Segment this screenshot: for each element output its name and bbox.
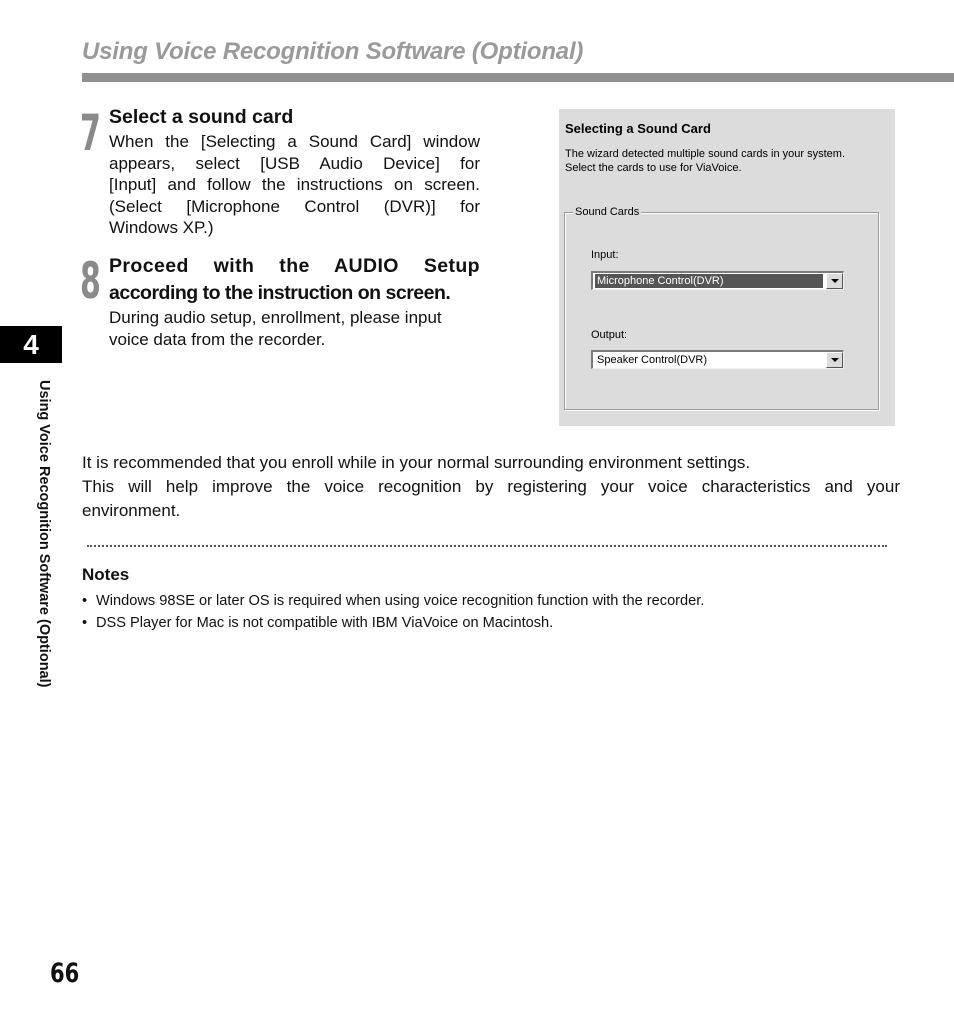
step-7-line: appears, select [USB Audio Device] for (109, 153, 480, 173)
step-8-heading-line: according to the instruction on screen. (109, 282, 451, 304)
input-select-value: Microphone Control(DVR) (595, 274, 823, 288)
dialog-title: Selecting a Sound Card (565, 121, 711, 136)
step-8-body (109, 307, 484, 350)
step-7-number: 7 (80, 104, 101, 162)
step-7-body (109, 131, 480, 239)
page-number: 66 (50, 958, 80, 989)
step-7-line: [Input] and follow the instructions on screen. (109, 175, 480, 195)
step-8-line: During audio setup, enrollment, please input (109, 308, 442, 327)
step-8-heading-line: Proceed with the AUDIO Setup (109, 255, 480, 277)
recommendation-line: It is recommended that you enroll while in your normal surrounding environment settings. (82, 453, 751, 472)
step-8-line: voice data from the recorder. (109, 329, 326, 349)
input-select[interactable] (591, 271, 844, 290)
note-item (82, 613, 553, 633)
chevron-down-icon (831, 358, 839, 362)
chevron-down-icon (831, 279, 839, 283)
page-header-title: Using Voice Recognition Software (Optional) (82, 38, 584, 65)
step-8-number: 8 (80, 252, 101, 310)
note-item (82, 591, 704, 611)
notes-heading: Notes (82, 565, 130, 584)
step-7-line: Windows XP.) (109, 218, 214, 238)
recommendation-paragraph (82, 451, 900, 523)
chapter-number: 4 (23, 329, 39, 360)
header-rule (82, 73, 954, 82)
bullet: • (82, 615, 88, 631)
dialog-description (565, 147, 885, 175)
note-text: Windows 98SE or later OS is required when using voice recognition function with the recorder. (96, 593, 705, 609)
output-dropdown-button[interactable] (826, 352, 843, 368)
note-text: DSS Player for Mac is not compatible with IBM ViaVoice on Macintosh. (96, 615, 554, 631)
step-7-heading: Select a sound card (109, 106, 294, 128)
recommendation-line: environment. (82, 501, 181, 520)
sound-cards-group (564, 212, 879, 410)
dialog-description-line: Select the cards to use for ViaVoice. (565, 162, 742, 174)
bullet: • (82, 593, 88, 609)
output-label: Output: (591, 329, 628, 341)
input-dropdown-button[interactable] (826, 273, 843, 289)
step-8-heading (109, 253, 480, 307)
output-select-value: Speaker Control(DVR) (597, 354, 708, 366)
input-label: Input: (591, 249, 619, 261)
side-running-title (34, 380, 54, 750)
side-running-title-text: Using Voice Recognition Software (Optional) (36, 380, 52, 688)
sound-cards-group-label: Sound Cards (575, 206, 640, 218)
dotted-divider (87, 545, 887, 547)
output-select[interactable] (591, 350, 844, 369)
step-7-line: When the [Selecting a Sound Card] window (109, 132, 480, 151)
recommendation-line: This will help improve the voice recognition by registering your voice characteristics and your (82, 477, 900, 496)
step-7-line: (Select [Microphone Control (DVR)] for (109, 196, 480, 216)
sound-card-dialog (559, 109, 895, 426)
dialog-description-line: The wizard detected multiple sound cards in your system. (565, 148, 846, 160)
